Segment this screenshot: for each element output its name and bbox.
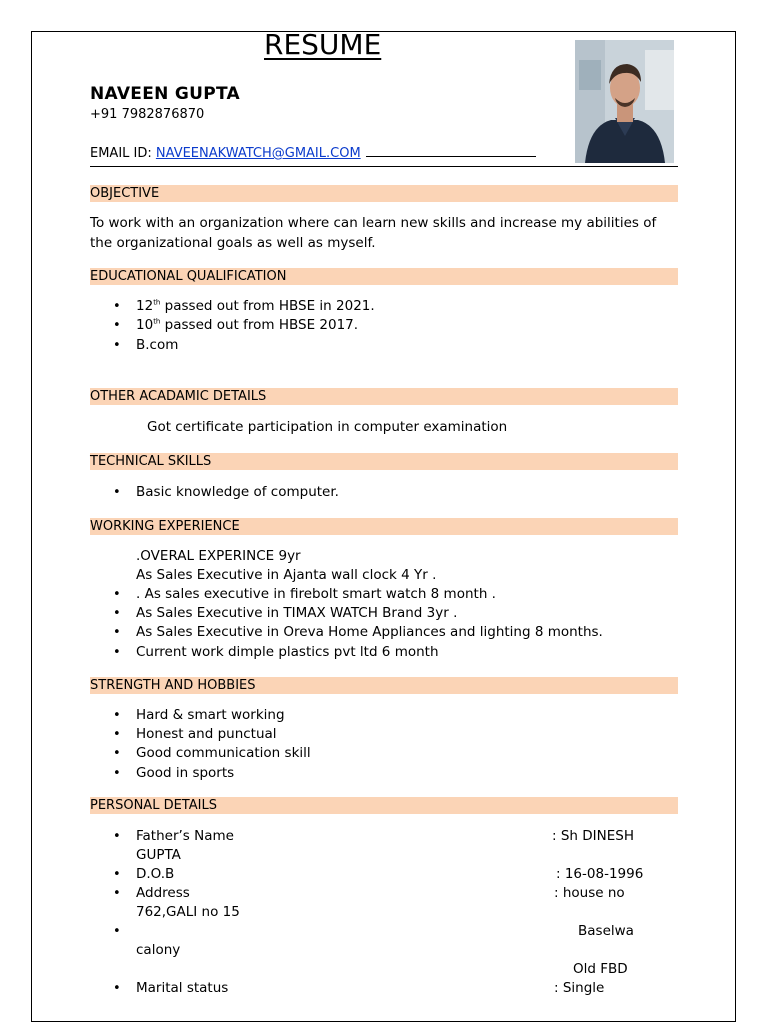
profile-photo-image bbox=[575, 40, 674, 163]
education-heading: EDUCATIONAL QUALIFICATION bbox=[90, 268, 678, 285]
experience-item: As Sales Executive in Oreva Home Appliances and lighting 8 months. bbox=[136, 624, 603, 640]
email-row bbox=[90, 145, 536, 161]
phone-number: +91 7982876870 bbox=[90, 107, 205, 122]
marital-status-value: : Single bbox=[554, 980, 605, 996]
bullet: • bbox=[113, 338, 121, 353]
education-rest: passed out from HBSE 2017. bbox=[160, 317, 359, 333]
strength-item: Good communication skill bbox=[136, 745, 311, 761]
technical-heading: TECHNICAL SKILLS bbox=[90, 453, 678, 470]
father-name-value: : Sh DINESH bbox=[552, 828, 634, 844]
address-continued: 762,GALI no 15 bbox=[136, 904, 240, 920]
candidate-name: NAVEEN GUPTA bbox=[90, 84, 241, 104]
address-label: Address bbox=[136, 885, 190, 901]
email-link[interactable]: NAVEENAKWATCH@GMAIL.COM bbox=[155, 146, 361, 161]
bullet: • bbox=[113, 625, 121, 640]
personal-heading: PERSONAL DETAILS bbox=[90, 797, 678, 814]
education-item bbox=[136, 297, 375, 317]
bullet: • bbox=[113, 981, 121, 996]
email-underline-fill bbox=[366, 145, 536, 157]
objective-line: the organizational goals as well as myself. bbox=[90, 234, 376, 251]
bullet: • bbox=[113, 924, 121, 939]
address-line: calony bbox=[136, 942, 181, 958]
bullet: • bbox=[113, 867, 121, 882]
experience-item: . As sales executive in firebolt smart watch 8 month . bbox=[136, 586, 496, 602]
bullet: • bbox=[113, 318, 121, 333]
experience-item: Current work dimple plastics pvt ltd 6 month bbox=[136, 644, 439, 660]
bullet: • bbox=[113, 829, 121, 844]
bullet: • bbox=[113, 727, 121, 742]
bullet: • bbox=[113, 299, 121, 314]
experience-intro: .OVERAL EXPERINCE 9yr bbox=[136, 548, 301, 564]
experience-intro: As Sales Executive in Ajanta wall clock 4 Yr . bbox=[136, 567, 437, 583]
bullet: • bbox=[113, 645, 121, 660]
dob-value: : 16-08-1996 bbox=[556, 866, 644, 882]
father-name-continued: GUPTA bbox=[136, 847, 181, 863]
education-num: 10 bbox=[136, 317, 154, 333]
resume-title: RESUME bbox=[264, 28, 382, 61]
strength-item: Hard & smart working bbox=[136, 707, 285, 723]
experience-item: As Sales Executive in TIMAX WATCH Brand 3yr . bbox=[136, 605, 458, 621]
education-num: B.com bbox=[136, 337, 179, 353]
education-item bbox=[136, 336, 178, 356]
bullet: • bbox=[113, 485, 121, 500]
education-item bbox=[136, 316, 358, 336]
marital-status-label: Marital status bbox=[136, 980, 229, 996]
academic-text: Got certificate participation in computer examination bbox=[147, 419, 508, 435]
dob-label: D.O.B bbox=[136, 866, 175, 882]
objective-text bbox=[90, 214, 680, 253]
education-rest: passed out from HBSE in 2021. bbox=[160, 298, 375, 314]
bullet: • bbox=[113, 766, 121, 781]
technical-item: Basic knowledge of computer. bbox=[136, 484, 339, 500]
strength-item: Good in sports bbox=[136, 765, 235, 781]
education-sup: th bbox=[153, 317, 161, 326]
objective-heading: OBJECTIVE bbox=[90, 185, 678, 202]
bullet: • bbox=[113, 708, 121, 723]
header-rule bbox=[90, 166, 678, 167]
bullet: • bbox=[113, 886, 121, 901]
education-num: 12 bbox=[136, 298, 154, 314]
experience-heading: WORKING EXPERIENCE bbox=[90, 518, 678, 535]
address-value: : house no bbox=[554, 885, 625, 901]
bullet: • bbox=[113, 606, 121, 621]
email-label: EMAIL ID: bbox=[90, 146, 152, 161]
objective-line: To work with an organization where can learn new skills and increase my abilities of bbox=[90, 215, 657, 231]
profile-photo bbox=[575, 40, 674, 163]
address-line: Old FBD bbox=[573, 961, 628, 977]
strength-item: Honest and punctual bbox=[136, 726, 277, 742]
bullet: • bbox=[113, 587, 121, 602]
father-name-label: Father’s Name bbox=[136, 828, 234, 844]
bullet: • bbox=[113, 746, 121, 761]
education-sup: th bbox=[153, 298, 161, 307]
strength-heading: STRENGTH AND HOBBIES bbox=[90, 677, 678, 694]
academic-heading: OTHER ACADAMIC DETAILS bbox=[90, 388, 678, 405]
address-line: Baselwa bbox=[578, 923, 634, 939]
